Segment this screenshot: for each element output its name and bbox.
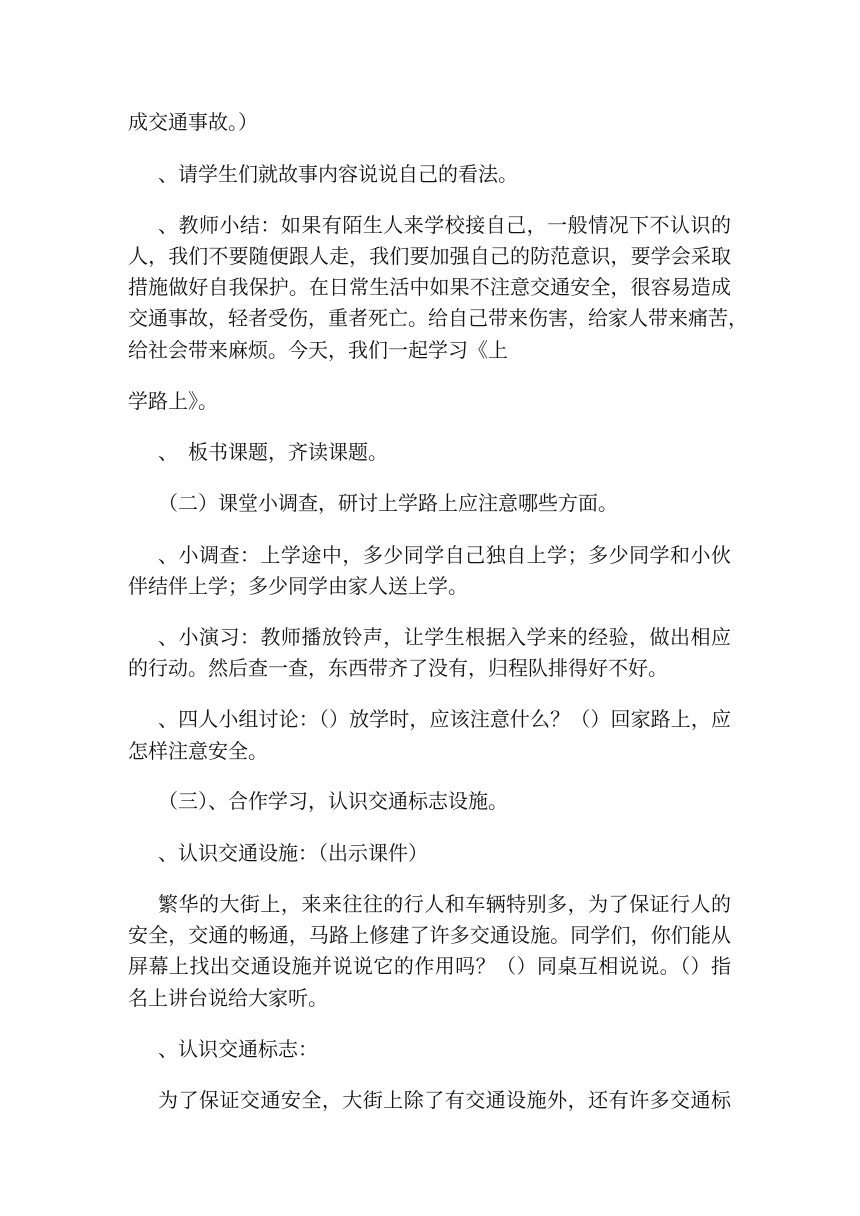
text-line: 人，我们不要随便跟人走，我们要加强自己的防范意识，要学会采取 xyxy=(128,244,731,268)
text-line: 、认识交通设施：（出示课件） xyxy=(158,841,428,865)
section-heading: （二）课堂小调查，研讨上学路上应注意哪些方面。 xyxy=(158,491,618,515)
text-line: 怎样注意安全。 xyxy=(128,739,268,763)
text-line: 交通事故，轻者受伤，重者死亡。给自己带来伤害，给家人带来痛苦， xyxy=(128,306,748,330)
text-line: 安全，交通的畅通，马路上修建了许多交通设施。同学们，你们能从 xyxy=(128,923,731,947)
text-line: 繁华的大街上，来来往往的行人和车辆特别多，为了保证行人的 xyxy=(158,892,731,916)
text-line: 名上讲台说给大家听。 xyxy=(128,986,328,1010)
text-line: 、小调查：上学途中，多少同学自己独自上学；多少同学和小伙 xyxy=(158,543,731,567)
text-line: 措施做好自我保护。在日常生活中如果不注意交通安全，很容易造成 xyxy=(128,275,731,299)
text-line: 为了保证交通安全，大街上除了有交通设施外，还有许多交通标 xyxy=(158,1088,731,1112)
text-line: 、教师小结：如果有陌生人来学校接自己，一般情况下不认识的 xyxy=(158,213,731,237)
text-line: 学路上》。 xyxy=(128,389,218,413)
text-line: 的行动。然后查一查，东西带齐了没有，归程队排得好不好。 xyxy=(128,656,668,680)
text-line: 给社会带来麻烦。今天，我们一起学习《上 xyxy=(128,338,508,362)
text-line: 伴结伴上学；多少同学由家人送上学。 xyxy=(128,574,468,598)
text-line: 、 板书课题，齐读课题。 xyxy=(158,440,388,464)
text-line: 、四人小组讨论：（）放学时，应该注意什么？（）回家路上，应 xyxy=(158,707,731,731)
text-line: 、小演习：教师播放铃声，让学生根据入学来的经验，做出相应 xyxy=(158,625,731,649)
text-line: 、认识交通标志： xyxy=(158,1037,318,1061)
text-line: 、请学生们就故事内容说说自己的看法。 xyxy=(158,162,518,186)
section-heading: （三）、合作学习，认识交通标志设施。 xyxy=(158,789,508,813)
text-line: 屏幕上找出交通设施并说说它的作用吗？（）同桌互相说说。（）指 xyxy=(128,954,731,978)
text-line: 成交通事故。） xyxy=(128,110,258,134)
